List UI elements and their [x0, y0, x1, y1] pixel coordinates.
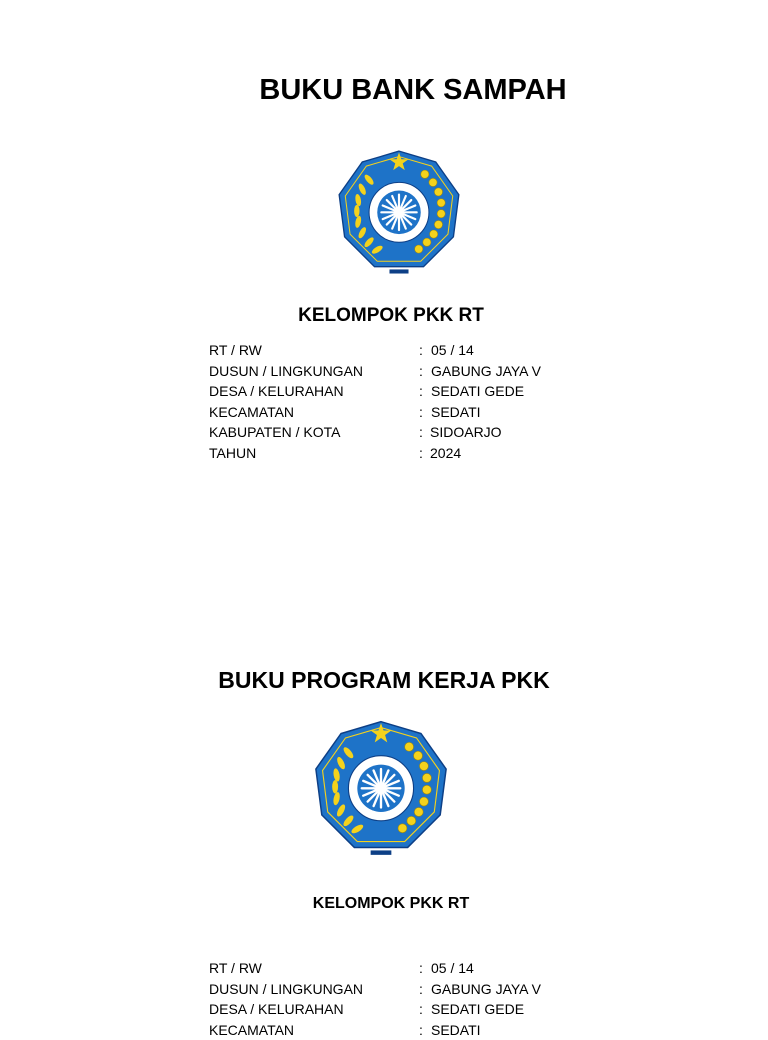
info-label: DESA / KELURAHAN	[209, 381, 344, 402]
info-separator: :	[419, 422, 423, 443]
pkk-logo-icon	[307, 716, 455, 862]
info-label: RT / RW	[209, 340, 262, 361]
info-separator: :	[419, 340, 423, 361]
info-separator: :	[419, 979, 423, 1000]
info-separator: :	[419, 381, 423, 402]
info-separator: :	[419, 1020, 423, 1040]
page-title-program-kerja: BUKU PROGRAM KERJA PKK	[0, 667, 768, 694]
info-separator: :	[419, 402, 423, 423]
info-label: TAHUN	[209, 443, 256, 464]
info-value: SEDATI	[431, 402, 481, 423]
info-value: GABUNG JAYA V	[431, 361, 541, 382]
info-separator: :	[419, 443, 423, 464]
info-value: 05 / 14	[431, 340, 474, 361]
info-label: KABUPATEN / KOTA	[209, 422, 340, 443]
group-subtitle: KELOMPOK PKK RT	[0, 305, 768, 327]
info-label: KECAMATAN	[209, 1020, 294, 1040]
pkk-logo-icon	[331, 147, 467, 279]
group-subtitle: KELOMPOK PKK RT	[0, 895, 768, 913]
info-value: 05 / 14	[431, 958, 474, 979]
page-title-bank-sampah: BUKU BANK SAMPAH	[0, 74, 768, 107]
info-value: SIDOARJO	[430, 422, 502, 443]
info-separator: :	[419, 361, 423, 382]
info-separator: :	[419, 958, 423, 979]
info-value: SEDATI	[431, 1020, 481, 1040]
info-value: 2024	[430, 443, 461, 464]
info-label: DUSUN / LINGKUNGAN	[209, 979, 363, 1000]
info-label: DUSUN / LINGKUNGAN	[209, 361, 363, 382]
info-value: GABUNG JAYA V	[431, 979, 541, 1000]
info-value: SEDATI GEDE	[431, 999, 524, 1020]
info-separator: :	[419, 999, 423, 1020]
info-value: SEDATI GEDE	[431, 381, 524, 402]
info-label: DESA / KELURAHAN	[209, 999, 344, 1020]
info-label: RT / RW	[209, 958, 262, 979]
info-label: KECAMATAN	[209, 402, 294, 423]
